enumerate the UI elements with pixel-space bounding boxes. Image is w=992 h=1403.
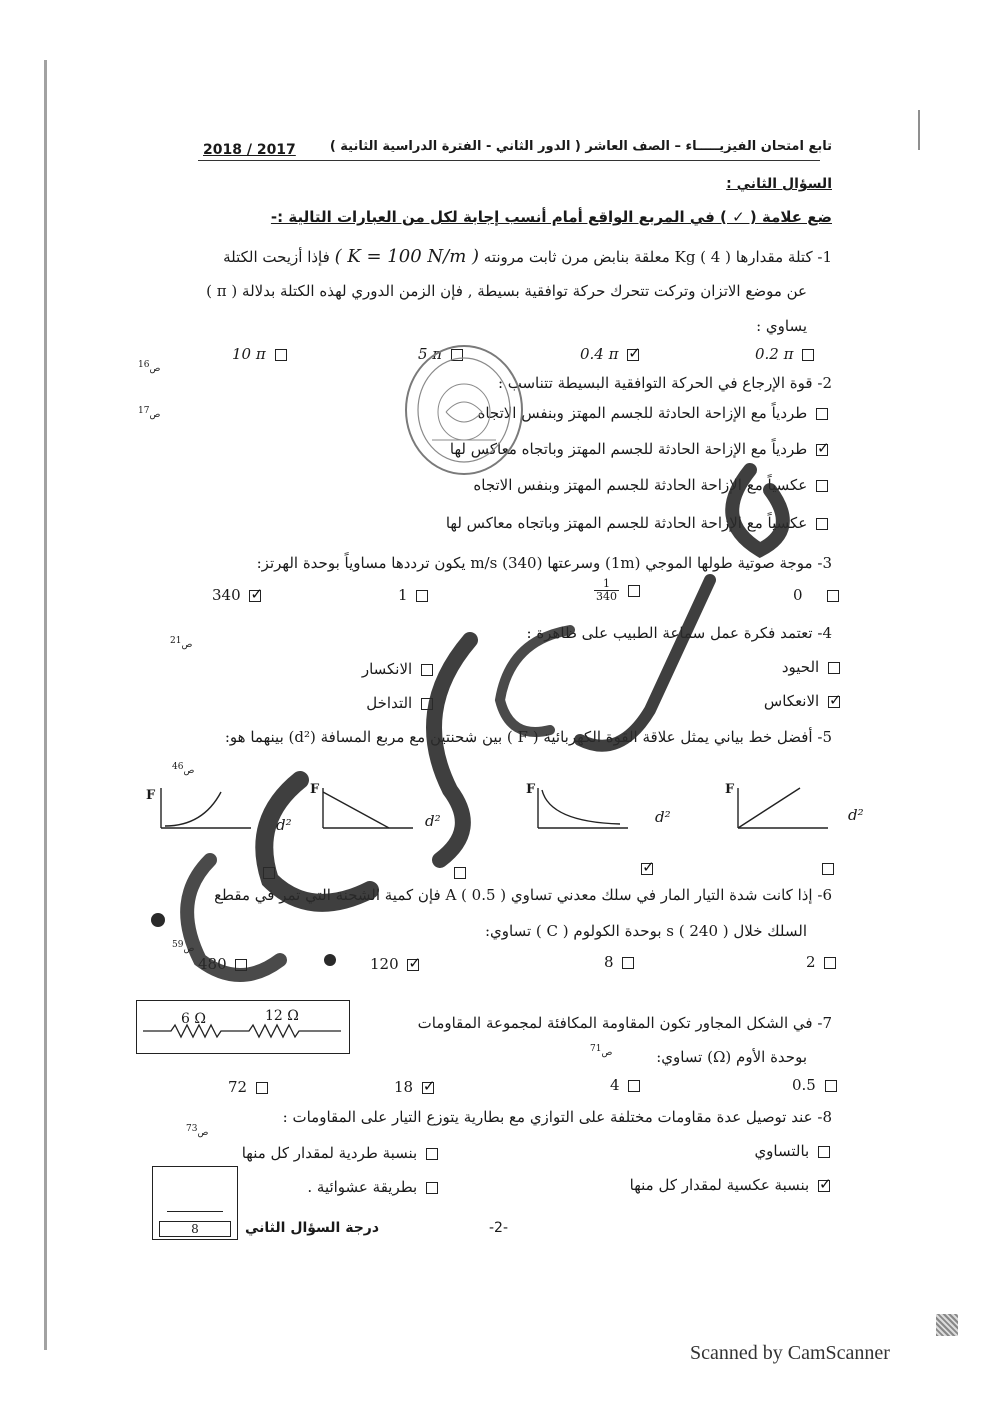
q5-graph-4-x-label: d² xyxy=(276,816,292,834)
q7-option-2-label: 4 xyxy=(610,1076,620,1094)
score-box-line xyxy=(167,1211,223,1212)
q4-option-2-label: الانكسار xyxy=(361,660,413,678)
q5-number: 5- xyxy=(817,728,832,746)
q8-option-3-checkbox[interactable] xyxy=(818,1180,830,1192)
handwritten-overlay xyxy=(150,380,850,1020)
q3-fraction-numerator: 1 xyxy=(603,577,610,590)
q7-option-1[interactable] xyxy=(792,1076,841,1094)
q8-stem xyxy=(283,1108,832,1126)
q8-text: عند توصيل عدة مقاومات مختلفة على التوازي مع بطارية يتوزع التيار على المقاومات : xyxy=(282,1108,813,1126)
q6-option-4-label: 480 xyxy=(198,955,227,973)
header-rule xyxy=(198,160,820,161)
q7-option-1-label: 0.5 xyxy=(792,1076,816,1094)
q4-option-3-label: الانعكاس xyxy=(763,692,820,710)
q7-resistor-1-label: 6 Ω xyxy=(181,1011,206,1027)
q5-page-ref: ص46 xyxy=(172,762,195,776)
header-year: 2018 / 2017 xyxy=(203,142,296,158)
q5-graph-1-y-label: F xyxy=(725,782,735,797)
q5-graph-1-x-label: d² xyxy=(848,806,864,824)
q8-option-3-label: بنسبة عكسية لمقدار كل منها xyxy=(629,1176,810,1194)
q1-option-2[interactable] xyxy=(580,345,643,363)
q6-text-1: إذا كانت شدة التيار المار في سلك معدني تساوي A ( 0.5 ) فإن كمية الشحنة التي تمر في مقطع xyxy=(214,886,813,904)
q4-option-4-label: التداخل xyxy=(366,694,413,712)
camscanner-watermark: Scanned by CamScanner xyxy=(690,1342,890,1364)
q8-option-4-label: بطريقة عشوائية . xyxy=(307,1178,418,1196)
q7-text-1: في الشكل المجاور تكون المقاومة المكافئة لمجموعة المقاومات xyxy=(417,1014,813,1032)
q5-graph-4-y-label: F xyxy=(146,788,156,803)
q6-option-1-label: 2 xyxy=(806,953,816,971)
q6-number: 6- xyxy=(817,886,832,904)
q1-line2: عن موضع الاتزان وتركت تتحرك حركة توافقية بسيطة , فإن الزمن الدوري لهذه الكتلة بدلالة ( π ) xyxy=(206,282,807,300)
q1-page-ref: ص16 xyxy=(138,360,161,374)
q2-option-1-label: طردياً مع الإزاحة الحادثة للجسم المهتز وبنفس الاتجاه xyxy=(477,404,808,422)
q8-option-4[interactable] xyxy=(307,1178,442,1196)
section-instruction: ضع علامة ( ✓ ) في المربع الواقع أمام أنسب إجابة لكل من العبارات التالية :- xyxy=(270,208,832,226)
q3-option-4-label: 340 xyxy=(212,586,241,604)
q8-number: 8- xyxy=(817,1108,832,1126)
header-title: تابع امتحان الفيزيـــــاء – الصف العاشر ( الدور الثاني - الفترة الدراسية الثانية ) xyxy=(329,139,832,154)
q5-graph-2-y-label: F xyxy=(526,782,536,797)
q8-option-1[interactable] xyxy=(754,1142,834,1160)
score-box xyxy=(152,1166,238,1240)
q3-number: 3- xyxy=(817,554,832,572)
q7-option-2[interactable] xyxy=(610,1076,644,1094)
q1-k-expression: ( K = 100 N/m ) xyxy=(334,246,480,267)
q6-line2: السلك خلال s ( 240 ) بوحدة الكولوم ( C ) تساوي: xyxy=(484,922,807,940)
q2-number: 2- xyxy=(817,374,832,392)
score-box-max-frame xyxy=(159,1221,231,1237)
score-label: درجة السؤال الثاني xyxy=(245,1220,380,1236)
q6-option-2-label: 8 xyxy=(604,953,614,971)
q2-page-ref: ص17 xyxy=(138,406,161,420)
q7-number: 7- xyxy=(817,1014,832,1032)
q3-option-3-label: 1 xyxy=(398,586,408,604)
q1-number: 1- xyxy=(817,248,832,266)
q7-option-4-checkbox[interactable] xyxy=(256,1082,268,1094)
q8-page-ref: ص73 xyxy=(186,1124,209,1138)
page-number: -2- xyxy=(489,1220,509,1236)
q1-text-a: كتلة مقدارها Kg ( 4 ) معلقة بنابض مرن ثابت مرونته xyxy=(483,248,813,266)
q1-option-3-label: 5 π xyxy=(418,345,443,363)
scan-top-right-mark xyxy=(918,110,920,150)
q7-resistor-2-label: 12 Ω xyxy=(265,1008,299,1024)
q8-option-4-checkbox[interactable] xyxy=(426,1182,438,1194)
q4-page-ref: ص21 xyxy=(170,636,193,650)
q7-option-2-checkbox[interactable] xyxy=(628,1080,640,1092)
q6-option-3-label: 120 xyxy=(370,955,399,973)
q1-text-b: فإذا أزيحت الكتلة xyxy=(223,248,330,266)
q1-option-1-checkbox[interactable] xyxy=(802,349,814,361)
q5-text: أفضل خط بياني يمثل علاقة القوة الكهربائية ( F ) بين شحنتين مع مربع المسافة (d²) بينهما هو: xyxy=(224,728,813,746)
q8-option-1-checkbox[interactable] xyxy=(818,1146,830,1158)
exam-header xyxy=(330,139,832,154)
q1-line1 xyxy=(223,246,832,267)
q8-option-2[interactable] xyxy=(242,1144,442,1162)
q7-option-1-checkbox[interactable] xyxy=(825,1080,837,1092)
q5-graph-2-x-label: d² xyxy=(655,808,671,826)
q3-text: موجة صوتية طولها الموجي (1m) وسرعتها (340) m/s يكون ترددها مساوياً بوحدة الهرتز: xyxy=(256,554,813,572)
q4-text: تعتمد فكرة عمل سماعة الطبيب على ظاهرة : xyxy=(526,624,813,642)
q7-resistor-chain xyxy=(143,1025,341,1037)
q5-graph-3-x-label: d² xyxy=(425,812,441,830)
q2-option-4-label: عكسياً مع الإزاحة الحادثة للجسم المهتز وباتجاه معاكس لها xyxy=(445,514,808,532)
q7-page-ref: ص71 xyxy=(590,1044,613,1058)
q1-option-4-label: 10 π xyxy=(232,345,266,363)
q8-option-2-checkbox[interactable] xyxy=(426,1148,438,1160)
q2-text: قوة الإرجاع في الحركة التوافقية البسيطة تتناسب : xyxy=(497,374,813,392)
q7-option-4-label: 72 xyxy=(228,1078,248,1096)
q1-option-4[interactable] xyxy=(232,345,291,363)
q1-option-1-label: 0.2 π xyxy=(755,345,794,363)
q1-option-2-label: 0.4 π xyxy=(580,345,619,363)
q8-option-1-label: بالتساوي xyxy=(754,1142,810,1160)
q1-option-1[interactable] xyxy=(755,345,818,363)
q2-option-3-label: عكسياً مع الإزاحة الحادثة للجسم المهتز وبنفس الاتجاه xyxy=(473,476,808,494)
q4-number: 4- xyxy=(817,624,832,642)
q2-option-2-label: طردياً مع الإزاحة الحادثة للجسم المهتز وباتجاه معاكس لها xyxy=(449,440,808,458)
q1-option-4-checkbox[interactable] xyxy=(275,349,287,361)
q3-option-1-label: 0 xyxy=(793,586,803,604)
q7-option-3-checkbox[interactable] xyxy=(422,1082,434,1094)
q7-option-3[interactable] xyxy=(394,1078,438,1096)
q8-option-3[interactable] xyxy=(630,1176,834,1194)
score-max: 8 xyxy=(191,1222,199,1236)
q3-fraction-denominator: 340 xyxy=(596,590,617,603)
q7-option-3-label: 18 xyxy=(394,1078,414,1096)
q1-option-2-checkbox[interactable] xyxy=(627,349,639,361)
q6-page-ref: ص59 xyxy=(172,940,195,954)
q1-line3: يساوي : xyxy=(756,317,807,335)
q7-line2: بوحدة الأوم (Ω) تساوي: xyxy=(656,1048,807,1066)
q7-option-4[interactable] xyxy=(228,1078,272,1096)
q4-option-1-label: الحيود xyxy=(781,658,820,676)
section-heading: السؤال الثاني : xyxy=(726,176,832,192)
q5-graph-3-y-label: F xyxy=(310,782,320,797)
scan-left-border xyxy=(44,60,47,1350)
scanner-noise-mark xyxy=(936,1314,958,1336)
q8-option-2-label: بنسبة طردية لمقدار كل منها xyxy=(241,1144,418,1162)
